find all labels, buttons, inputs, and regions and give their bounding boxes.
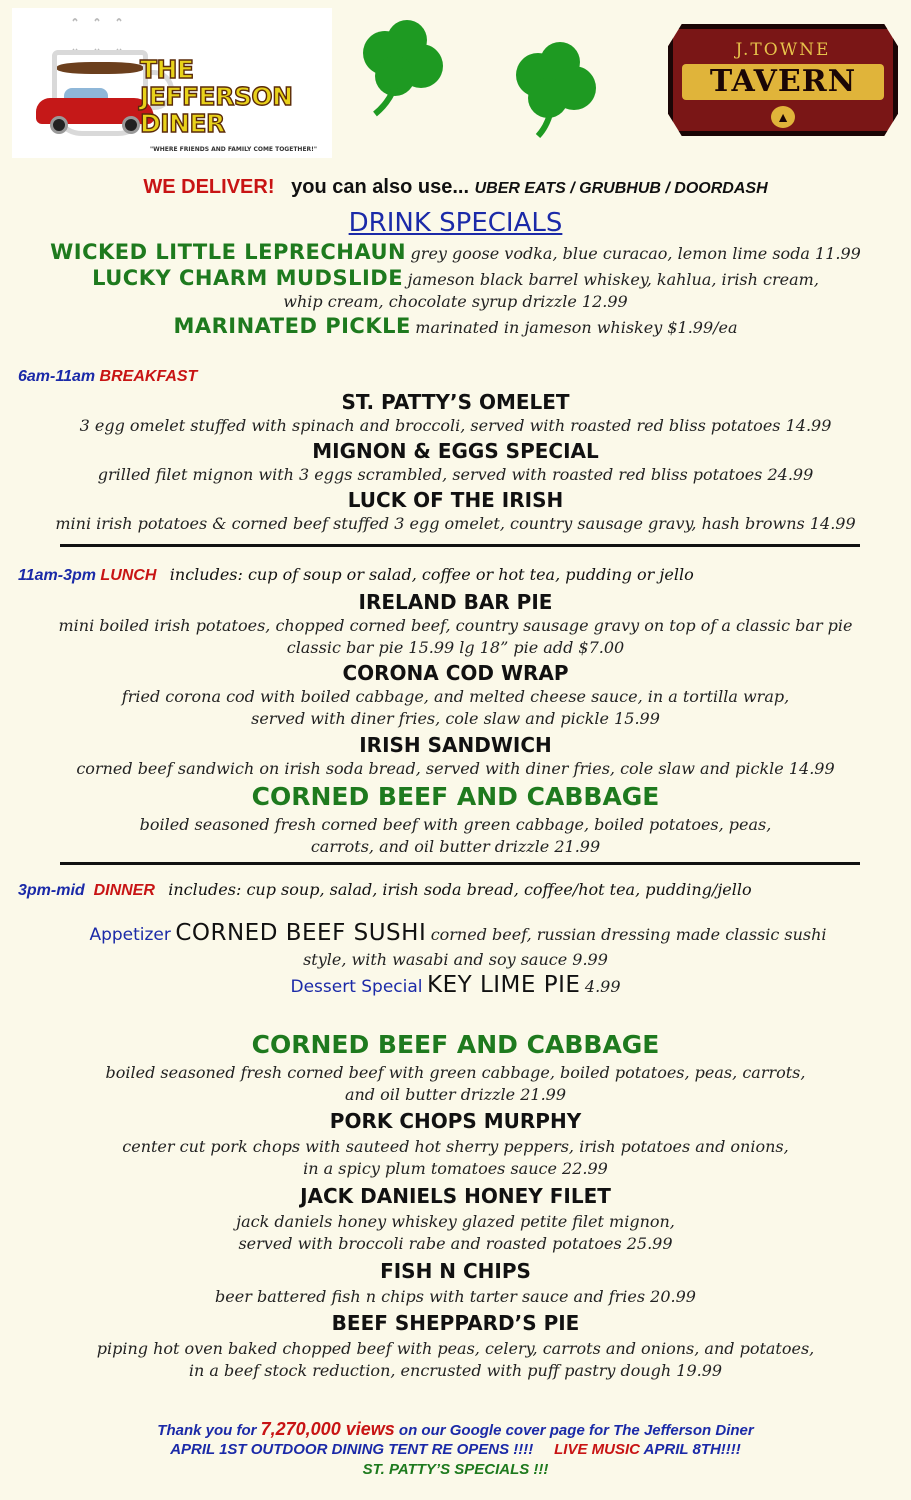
- dish-desc: 3 egg omelet stuffed with spinach and broccoli, served with roasted red bliss potatoes 14.99: [79, 416, 832, 435]
- appetizer-line: Appetizer CORNED BEEF SUSHI corned beef, russian dressing made classic sushi: [89, 920, 827, 946]
- dish-desc: style, with wasabi and soy sauce 9.99: [303, 950, 608, 969]
- dish-title: IRELAND BAR PIE: [358, 590, 553, 614]
- dish-title: PORK CHOPS MURPHY: [329, 1109, 582, 1133]
- dish-desc: in a beef stock reduction, encrusted with puff pastry dough 19.99: [188, 1361, 723, 1380]
- dish-desc: beer battered fish n chips with tarter sauce and fries 20.99: [215, 1287, 696, 1306]
- dish-title: FISH N CHIPS: [380, 1259, 531, 1283]
- shamrock-icon: [498, 40, 613, 140]
- dish-title-featured: CORNED BEEF AND CABBAGE: [251, 1030, 660, 1059]
- dish-desc: center cut pork chops with sauteed hot sherry peppers, irish potatoes and onions,: [122, 1137, 789, 1156]
- shamrock-icon: [345, 18, 460, 118]
- footer-thanks: Thank you for 7,270,000 views on our Google cover page for The Jefferson Diner: [157, 1419, 754, 1439]
- dish-desc: served with broccoli rabe and roasted potatoes 25.99: [238, 1234, 673, 1253]
- dish-desc: jack daniels honey whiskey glazed petite filet mignon,: [236, 1212, 675, 1231]
- dish-desc: mini irish potatoes & corned beef stuffed 3 egg omelet, country sausage gravy, hash browns 14.99: [55, 514, 856, 533]
- dish-desc: carrots, and oil butter drizzle 21.99: [310, 837, 601, 856]
- dish-desc: served with diner fries, cole slaw and pickle 15.99: [251, 709, 660, 728]
- steam-icon: [70, 18, 80, 52]
- jtowne-tavern-logo: [668, 10, 898, 140]
- diner-tagline: "WHERE FRIENDS AND FAMILY COME TOGETHER!": [150, 146, 318, 153]
- dish-title: BEEF SHEPPARD’S PIE: [331, 1311, 580, 1335]
- divider: [60, 544, 860, 547]
- dish-title: IRISH SANDWICH: [359, 733, 552, 757]
- dish-desc: corned beef sandwich on irish soda bread, served with diner fries, cole slaw and pickle 14.99: [76, 759, 835, 778]
- steam-icon: [114, 18, 124, 52]
- steam-icon: [92, 18, 102, 52]
- dish-desc: in a spicy plum tomatoes sauce 22.99: [303, 1159, 608, 1178]
- dinner-header: 3pm-mid DINNER includes: cup soup, salad, irish soda bread, coffee/hot tea, pudding/jello: [18, 880, 752, 899]
- drink-specials-title: DRINK SPECIALS: [348, 208, 563, 238]
- dish-title-featured: CORNED BEEF AND CABBAGE: [251, 782, 660, 811]
- dessert-line: Dessert Special KEY LIME PIE 4.99: [290, 972, 621, 998]
- dish-desc: fried corona cod with boiled cabbage, and melted cheese sauce, in a tortilla wrap,: [121, 687, 790, 706]
- dish-desc: classic bar pie 15.99 lg 18” pie add $7.00: [286, 638, 625, 657]
- diner-name: THE JEFFERSON DINER: [140, 55, 293, 138]
- dish-title: ST. PATTY’S OMELET: [341, 390, 570, 414]
- dish-title: CORONA COD WRAP: [342, 661, 569, 685]
- footer-specials: ST. PATTY’S SPECIALS !!!: [362, 1461, 549, 1478]
- tavern-big-text: TAVERN: [682, 64, 884, 100]
- breakfast-header: 6am-11am BREAKFAST: [18, 368, 198, 385]
- drink-item: LUCKY CHARM MUDSLIDE jameson black barrel whiskey, kahlua, irish cream,: [92, 266, 819, 290]
- divider: [60, 862, 860, 865]
- dish-title: LUCK OF THE IRISH: [347, 488, 564, 512]
- bell-icon: ▲: [771, 106, 795, 128]
- drink-item: WICKED LITTLE LEPRECHAUN grey goose vodka, blue curacao, lemon lime soda 11.99: [50, 240, 861, 264]
- drink-item: MARINATED PICKLE marinated in jameson whiskey $1.99/ea: [173, 314, 738, 338]
- tavern-small-text: J.TOWNE: [735, 40, 831, 60]
- lunch-header: 11am-3pm LUNCH includes: cup of soup or salad, coffee or hot tea, pudding or jello: [18, 565, 694, 584]
- dish-desc: piping hot oven baked chopped beef with peas, celery, carrots and onions, and potatoes,: [96, 1339, 815, 1358]
- delivery-line: WE DELIVER! you can also use... UBER EATS / GRUBHUB / DOORDASH: [143, 176, 768, 198]
- dish-desc: boiled seasoned fresh corned beef with green cabbage, boiled potatoes, peas,: [139, 815, 772, 834]
- dish-desc: boiled seasoned fresh corned beef with green cabbage, boiled potatoes, peas, carrots,: [105, 1063, 806, 1082]
- dish-title: JACK DANIELS HONEY FILET: [300, 1184, 611, 1208]
- footer-announcement: APRIL 1ST OUTDOOR DINING TENT RE OPENS !!!! LIVE MUSIC APRIL 8TH!!!!: [170, 1441, 741, 1458]
- dish-desc: mini boiled irish potatoes, chopped corned beef, country sausage gravy on top of a classic bar pie: [58, 616, 853, 635]
- dish-desc: grilled filet mignon with 3 eggs scrambled, served with roasted red bliss potatoes 24.99: [97, 465, 814, 484]
- jefferson-diner-logo: [12, 8, 332, 158]
- dish-desc: and oil butter drizzle 21.99: [344, 1085, 567, 1104]
- drink-desc-cont: whip cream, chocolate syrup drizzle 12.99: [283, 292, 628, 311]
- dish-title: MIGNON & EGGS SPECIAL: [312, 439, 599, 463]
